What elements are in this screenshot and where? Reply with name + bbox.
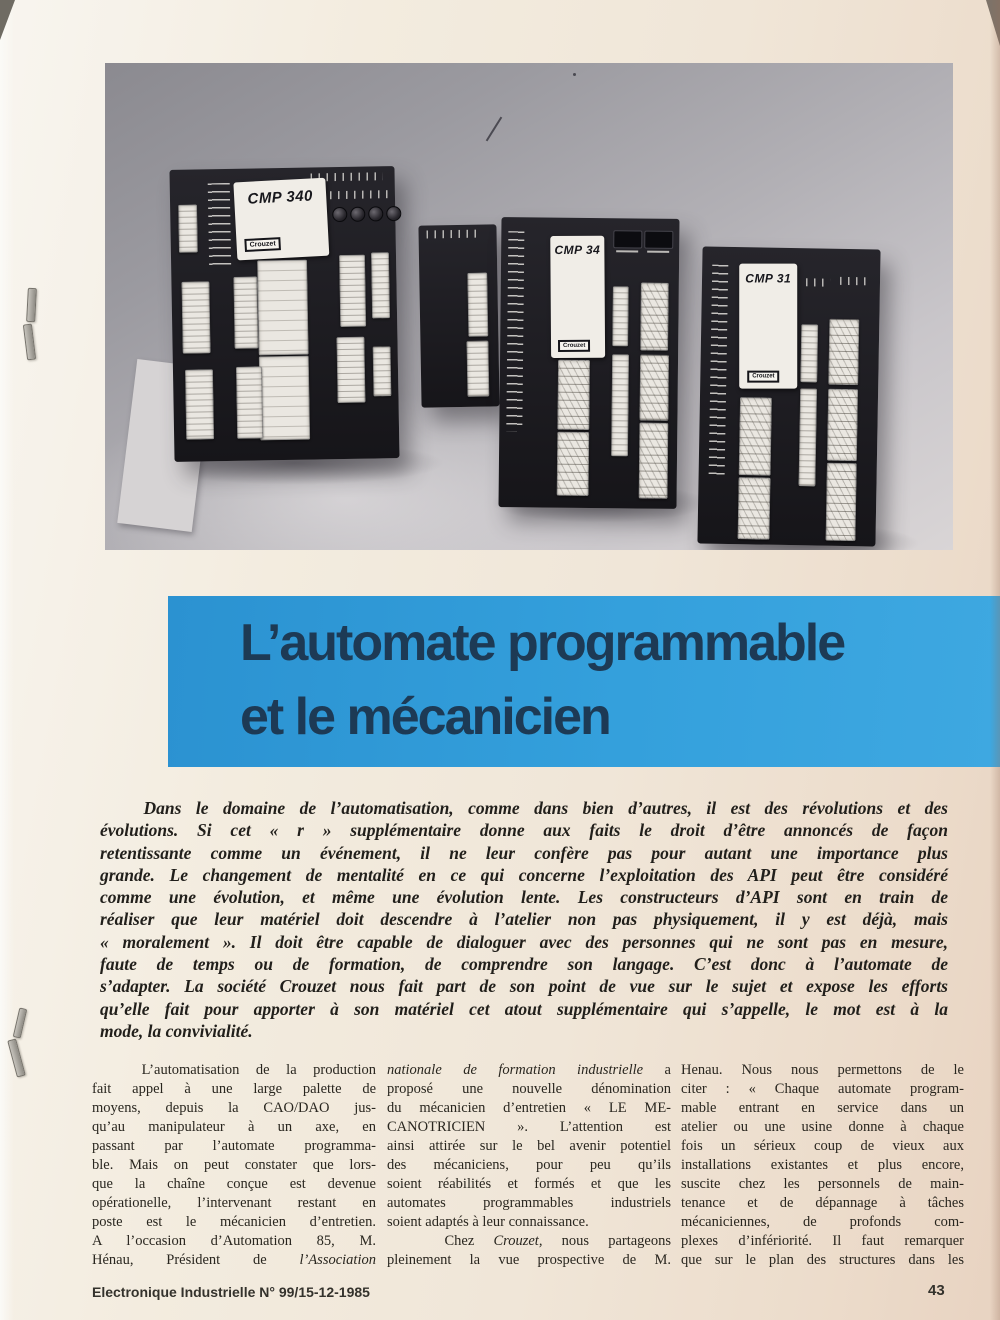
photo-speck (573, 73, 576, 76)
device-top-markings (806, 278, 830, 286)
body-column-1 (92, 1061, 376, 1270)
text-line: soient réabilités et formés et que les (387, 1176, 671, 1192)
expansion-module (418, 224, 499, 407)
io-legend (506, 231, 524, 431)
text-line: faute de temps ou de formation, de comprendre son langage. C’est donc à l’automate de (100, 954, 948, 975)
text-line: « moralement ». Il doit être capable de dialoguer avec des personnes qui ne sont pas en mesure, (100, 931, 948, 952)
device-cmp34 (498, 217, 679, 509)
terminal-strip (467, 273, 488, 337)
terminal-strip (827, 389, 858, 462)
text-line: mode, la convivialité. (100, 1020, 253, 1041)
text-line: installations existantes et plus encore, (681, 1157, 964, 1173)
page-number: 43 (928, 1282, 945, 1299)
device-cmp31 (697, 246, 880, 546)
text-line: poste est le mécanicien d’entretien. (92, 1214, 376, 1230)
knob-icon (368, 206, 383, 221)
terminal-strip (373, 346, 392, 396)
page-corner-mark (986, 0, 1000, 46)
text-line: retentissante comme un événement, il ne leur confère pas pour autant une importance plus (100, 842, 948, 863)
knob-icon (332, 207, 347, 222)
staple-mark (23, 324, 36, 361)
staple-mark (7, 1038, 26, 1077)
text-line: atelier ou une usine donne à chaque (681, 1119, 964, 1135)
terminal-strip (825, 463, 856, 542)
terminal-strip (640, 283, 669, 351)
text-line: fois un sérieux coup de vieux aux (681, 1138, 964, 1154)
terminal-strip (233, 276, 258, 348)
terminal-strip (178, 205, 198, 253)
title-banner (168, 596, 1000, 767)
crouzet-badge: Crouzet (244, 237, 281, 252)
terminal-strip (611, 354, 629, 456)
terminal-strip (185, 369, 214, 439)
text-line: passant par l’automate programma- (92, 1138, 376, 1154)
model-label: CMP 31 (745, 271, 792, 286)
text-line: proposé une nouvelle dénomination (387, 1081, 671, 1097)
body-column-3 (681, 1061, 964, 1270)
terminal-strip (738, 477, 771, 540)
terminal-strip (739, 397, 772, 476)
article-title-line2: et le mécanicien (240, 688, 610, 746)
knob-icon (386, 206, 401, 221)
text-line: pleinement la vue prospective de M. (387, 1252, 671, 1268)
text-line: que la chaîne conçue est devenue (92, 1176, 376, 1192)
model-label: CMP 34 (554, 242, 601, 258)
text-line: moyens, depuis la CAO/DAO jus- (92, 1100, 376, 1116)
staple-mark (13, 1007, 28, 1038)
crouzet-badge: Crouzet (558, 340, 590, 352)
text-line: ble. Mais on peut constater que lors- (92, 1157, 376, 1173)
text-line: automates programmables industriels (387, 1195, 671, 1211)
terminal-strip (639, 423, 669, 499)
model-label: CMP 340 (247, 187, 314, 208)
text-line: qu’elle fait pour apporter à son matériel cet atout supplémentaire qui s’appelle, le mot est à la (100, 998, 948, 1019)
model-plate (233, 178, 329, 261)
article-title-line1: L’automate programmable (240, 614, 845, 672)
io-legend (709, 265, 729, 475)
cartridge-slot (613, 230, 642, 248)
device-top-markings (840, 277, 870, 286)
text-line: Henau. Nous nous permettons de le (681, 1062, 964, 1078)
device-cmp340 (169, 166, 399, 462)
text-line: suscite chez les personnels de main- (681, 1176, 964, 1192)
model-plate (550, 236, 605, 358)
footer-journal: Electronique Industrielle N° 99/15-12-1985 (92, 1284, 370, 1300)
text-line: Chez Crouzet, nous partageons (387, 1233, 671, 1249)
io-legend (208, 183, 231, 267)
terminal-strip (800, 324, 818, 382)
terminal-strip (828, 319, 859, 386)
terminal-strip (612, 286, 629, 346)
cartridge-slot (644, 231, 673, 249)
terminal-strip (466, 340, 489, 396)
text-line: CANOTRICIEN ». L’attention est (387, 1119, 671, 1135)
text-line: s’adapter. La société Crouzet nous fait part de son point de vue sur le sujet et expose les efforts (100, 976, 948, 997)
module-panel (259, 356, 310, 441)
text-line: Hénau, Président de l’Association (92, 1252, 376, 1268)
knob-icon (350, 207, 365, 222)
text-line: soient adaptés à leur connaissance. (387, 1214, 589, 1230)
terminal-strip (798, 388, 817, 486)
terminal-strip (236, 366, 263, 438)
text-line: mable entrant en service dans un (681, 1100, 964, 1116)
text-line: L’automatisation de la production (92, 1062, 376, 1078)
crouzet-badge: Crouzet (747, 371, 779, 383)
page-corner-mark (0, 0, 15, 40)
terminal-strip (339, 255, 366, 327)
terminal-strip (639, 355, 669, 421)
text-line: nationale de formation industrielle a (387, 1062, 671, 1078)
terminal-strip (557, 360, 590, 430)
model-plate (739, 264, 797, 389)
terminal-strip (181, 281, 210, 353)
staple-mark (26, 288, 37, 322)
device-top-markings (427, 230, 477, 239)
text-line: réaliser que leur matériel doit descendre à l’atelier non pas physiquement, il y est déjà, mais (100, 909, 948, 930)
terminal-strip (557, 432, 590, 496)
text-line: fait appel à une large palette de (92, 1081, 376, 1097)
terminal-strip (371, 252, 390, 318)
text-line: mécaniciennes, de profonds com- (681, 1214, 964, 1230)
text-line: comme une évolution, et même une évolution lente. Les constructeurs d’API sont en train de (100, 887, 948, 908)
body-column-2 (387, 1061, 671, 1270)
module-panel (257, 260, 309, 356)
text-line: évolutions. Si cet « r » supplémentaire donne aux faits le droit d’être annoncés de façon (100, 820, 948, 841)
text-line: du mécanicien d’entretien « LE ME- (387, 1100, 671, 1116)
text-line: Dans le domaine de l’automatisation, comme dans bien d’autres, il est des révolutions et des (100, 798, 948, 818)
text-line: que sur le plan des structures dans les (681, 1252, 964, 1268)
text-line: grande. Le changement de mentalité en ce qui concerne l’exploitation des API peut être considéré (100, 864, 948, 885)
intro-paragraph (100, 797, 948, 1042)
text-line: citer : « Chaque automate program- (681, 1081, 964, 1097)
terminal-strip (336, 337, 365, 403)
text-line: ainsi attirée sur le bel avenir potentiel (387, 1138, 671, 1154)
text-line: opérationelle, l’intervenant restant en (92, 1195, 376, 1211)
device-top-markings (330, 190, 394, 199)
text-line: qu’au manipulateur à un axe, en (92, 1119, 376, 1135)
text-line: tenance et de dépannage à tâches (681, 1195, 964, 1211)
text-line: A l’occasion d’Automation 85, M. (92, 1233, 376, 1249)
text-line: des mécaniciens, pour peu qu’ils (387, 1157, 671, 1173)
photo-scratch (486, 117, 503, 142)
text-line: plexes d’infériorité. Il faut remarquer (681, 1233, 964, 1249)
product-photo (105, 63, 953, 550)
